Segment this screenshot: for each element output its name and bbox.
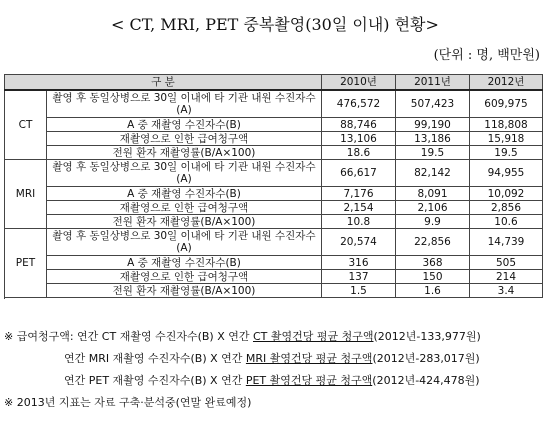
cell-value: 316 [322,256,396,270]
row-label: A 중 재촬영 수진자수(B) [47,256,322,270]
header-year: 2010년 [322,75,396,91]
cell-value: 137 [322,270,396,284]
unit-label: (단위 : 명, 백만원) [433,48,540,63]
cell-value: 3.4 [470,284,543,298]
cell-value: 15,918 [470,132,543,146]
table-row [5,187,543,201]
row-label: 촬영 후 동일상병으로 30일 이내에 타 기관 내원 수진자수(A) [47,160,322,187]
cell-value: 88,746 [322,118,396,132]
cell-value: 8,091 [396,187,470,201]
table-row [5,146,543,160]
cell-value: 118,808 [470,118,543,132]
cell-value: 2,106 [396,201,470,215]
header-year: 2012년 [470,75,543,91]
cell-value: 66,617 [322,160,396,187]
row-label: 전원 환자 재촬영률(B/A×100) [47,146,322,160]
header-category: 구 분 [5,75,322,91]
table-row [5,118,543,132]
table-row [5,201,543,215]
cell-value: 214 [470,270,543,284]
row-label: 촬영 후 동일상병으로 30일 이내에 타 기관 내원 수진자수(A) [47,90,322,118]
cell-value: 1.6 [396,284,470,298]
cell-value: 14,739 [470,229,543,256]
row-label: 촬영 후 동일상병으로 30일 이내에 타 기관 내원 수진자수(A) [47,229,322,256]
cell-value: 10.6 [470,215,543,229]
note-line: 연간 MRI 재촬영 수진자수(B) X 연간 MRI 촬영건당 평균 청구액(2012년-283,017원) [64,352,480,365]
cell-value: 505 [470,256,543,270]
cell-value: 10.8 [322,215,396,229]
imaging-table [4,74,543,298]
header-year: 2011년 [396,75,470,91]
cell-value: 10,092 [470,187,543,201]
page-title: < CT, MRI, PET 중복촬영(30일 이내) 현황> [111,15,439,34]
cell-value: 19.5 [396,146,470,160]
cell-value: 2,154 [322,201,396,215]
row-label: A 중 재촬영 수진자수(B) [47,187,322,201]
cell-value: 18.6 [322,146,396,160]
notes [4,326,550,414]
cell-value: 22,856 [396,229,470,256]
cell-value: 9.9 [396,215,470,229]
cell-value: 609,975 [470,90,543,118]
row-label: 재촬영으로 인한 급여청구액 [47,132,322,146]
cell-value: 13,186 [396,132,470,146]
cell-value: 368 [396,256,470,270]
row-label: 전원 환자 재촬영률(B/A×100) [47,215,322,229]
row-label: A 중 재촬영 수진자수(B) [47,118,322,132]
note-line: ※ 급여청구액: 연간 CT 재촬영 수진자수(B) X 연간 CT 촬영건당 평균 청구액(2012년-133,977원) [4,330,481,343]
table-row [5,160,543,187]
table-row [5,270,543,284]
cell-value: 82,142 [396,160,470,187]
table-body [5,90,543,298]
cell-value: 2,856 [470,201,543,215]
cell-value: 1.5 [322,284,396,298]
cell-value: 476,572 [322,90,396,118]
table-row [5,256,543,270]
table-row [5,90,543,118]
cell-value: 13,106 [322,132,396,146]
cell-value: 150 [396,270,470,284]
group-label: CT [5,90,47,160]
note-line: 연간 PET 재촬영 수진자수(B) X 연간 PET 촬영건당 평균 청구액(2012년-424,478원) [64,374,480,387]
row-label: 재촬영으로 인한 급여청구액 [47,270,322,284]
table-row [5,215,543,229]
cell-value: 94,955 [470,160,543,187]
table-row [5,132,543,146]
cell-value: 507,423 [396,90,470,118]
table-row [5,284,543,298]
note-line: ※ 2013년 지표는 자료 구축·분석중(연말 완료예정) [4,396,252,409]
group-label: PET [5,229,47,298]
table-header-row [5,75,543,91]
cell-value: 99,190 [396,118,470,132]
cell-value: 7,176 [322,187,396,201]
cell-value: 19.5 [470,146,543,160]
group-label: MRI [5,160,47,229]
row-label: 전원 환자 재촬영률(B/A×100) [47,284,322,298]
row-label: 재촬영으로 인한 급여청구액 [47,201,322,215]
cell-value: 20,574 [322,229,396,256]
table-row [5,229,543,256]
